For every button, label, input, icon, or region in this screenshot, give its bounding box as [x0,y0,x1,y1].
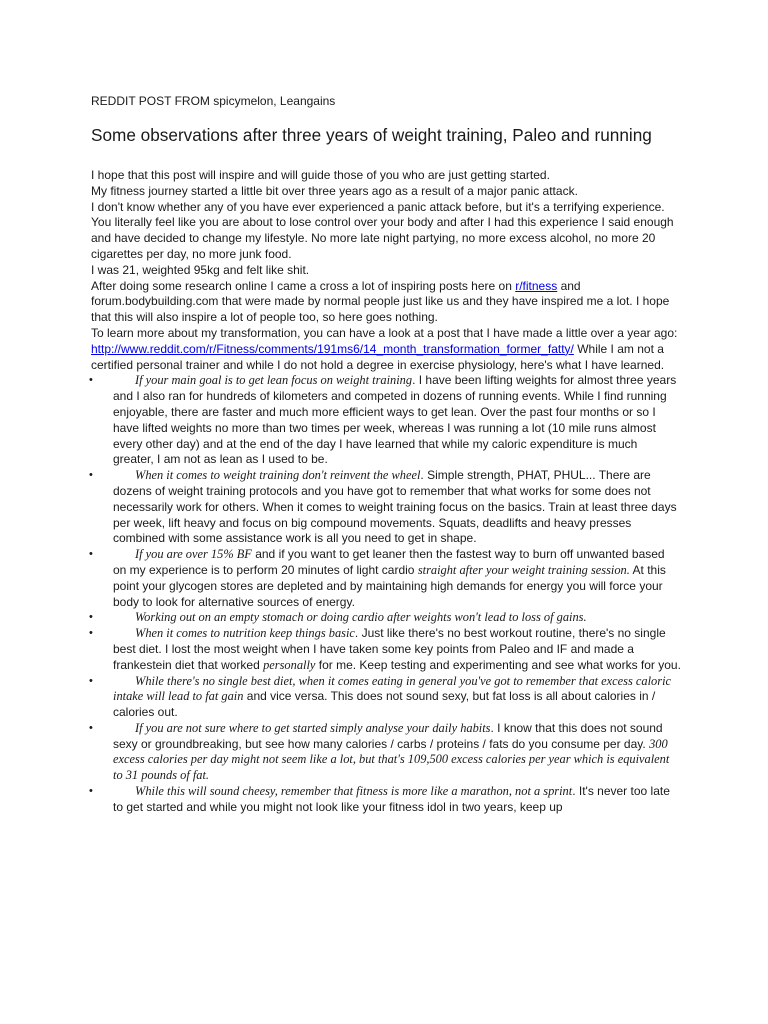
point-emphasis: If you are not sure where to get started simply analyse your daily habits [135,720,491,735]
paragraph-journey: My fitness journey started a little bit over three years ago as a result of a major panic attack. [91,183,578,198]
post-body [91,168,681,816]
point-text: . Simple strength, PHAT, PHUL... There are dozens of weight training protocols and you have got to remember that what works for some does not necessarily work for others. When it comes to weight training focus on the basics. Train at least three days per week, lift heavy and focus on big compound movements. Squats, deadlifts and heavy presses combined with some assistance work is all you need to get in shape. [113,468,677,546]
paragraph-panic-attack: I don't know whether any of you have ever experienced a panic attack before, but it's a terrifying experience. [91,199,665,214]
bullet-icon: • [89,611,93,624]
paragraph-weight: I was 21, weighted 95kg and felt like shit. [91,262,310,277]
list-item [91,784,681,816]
point-emphasis: When it comes to weight training don't reinvent the wheel [135,468,421,483]
point-text: . I have been lifting weights for almost three years and I also ran for hundreds of kilometers and competed in dozens of running events. While I find running enjoyable, there are faster and much more efficient ways to get lean. Over the past four months or so I have lifted weights no more than two times per week, whereas I was running a lot (10 mile runs almost every other day) and at the end of the day I have learned that while my caloric expenditure is much greater, I am not as lean as I used to be. [113,373,677,467]
post-source-header: REDDIT POST FROM spicymelon, Leangains [91,94,336,108]
point-text: At this point your glycogen stores are depleted and by maintaining high demands for energy you will force your body to look for alternative sources of energy. [113,562,666,609]
research-text-after: and forum.bodybuilding.com that were made by normal people just like us and they have inspired me a lot. I hope that this will also inspire a lot of people too, so here goes nothing. [91,278,670,325]
point-emphasis: 300 excess calories per day might not seem like a lot, but that's 109,500 excess calories per year which is equivalent to 31 pounds of fat. [113,736,670,783]
point-emphasis: While there's no single best diet, when it comes eating in general you've got to remember that excess caloric intake will lead to fat gain [113,673,672,704]
point-text: for me. Keep testing and experimenting and see what works for you. [315,657,681,672]
paragraph-intro: I hope that this post will inspire and will guide those of you who are just getting started. [91,168,550,182]
paragraph-transformation [91,326,681,373]
research-text-before: After doing some research online I came a cross a lot of inspiring posts here on [91,278,516,293]
list-item [91,547,681,610]
bullet-icon: • [89,548,93,561]
post-title: Some observations after three years of weight training, Paleo and running [91,125,652,145]
point-emphasis: personally [263,657,316,672]
point-emphasis: If your main goal is to get lean focus on weight training [135,373,413,388]
paragraph-research [91,279,681,326]
point-emphasis: If you are over 15% BF [135,547,252,562]
transformation-text-after: While I am not a certified personal trainer and while I do not hold a degree in exercise physiology, here's what I have learned. [91,341,665,372]
bullet-icon: • [89,469,93,482]
bullet-icon: • [89,627,93,640]
list-item [91,721,681,784]
list-item [91,626,681,673]
point-text: and if you want to get leaner then the fastest way to burn off unwanted based on my experience is to perform 20 minutes of light cardio [113,547,665,577]
point-emphasis: While this will sound cheesy, remember that fitness is more like a marathon, not a sprint [135,784,573,799]
point-emphasis: Working out on an empty stomach or doing cardio after weights won't lead to loss of gains. [135,610,587,625]
paragraph-lifestyle: You literally feel like you are about to lose control over your body and after I had this experience I said enough and have decided to change my lifestyle. No more late night partying, no more excess alcohol, no more 20 cigarettes per day, no more junk food. [91,215,674,261]
point-text: . I know that this does not sound sexy or groundbreaking, but see how many calories / carbs / proteins / fats do you consume per day. [113,720,663,751]
list-item [91,610,681,626]
rfitness-link[interactable]: r/fitness [515,278,558,293]
bullet-icon: • [89,374,93,387]
observations-list [91,373,681,815]
bullet-icon: • [89,721,93,734]
bullet-icon: • [89,674,93,687]
transformation-text-before: To learn more about my transformation, you can have a look at a post that I have made a little over a year ago: [91,325,678,340]
list-item [91,373,681,468]
point-emphasis: When it comes to nutrition keep things basic [135,626,355,641]
point-text: . It's never too late to get started and while you might not look like your fitness idol in two years, keep up [113,784,670,814]
point-text: and vice versa. This does not sound sexy, but fat loss is all about calories in / calories out. [113,689,656,720]
list-item [91,674,681,721]
point-emphasis: straight after your weight training session. [417,562,630,577]
bullet-icon: • [89,785,93,798]
point-text: . Just like there's no best workout routine, there's no single best diet. I lost the most weight when I have taken some key points from Paleo and IF and made a frankestein diet that worked [113,626,666,672]
list-item [91,468,681,547]
transformation-post-link[interactable]: http://www.reddit.com/r/Fitness/comments/191ms6/14_month_transformation_former_fatty/ [91,341,574,356]
